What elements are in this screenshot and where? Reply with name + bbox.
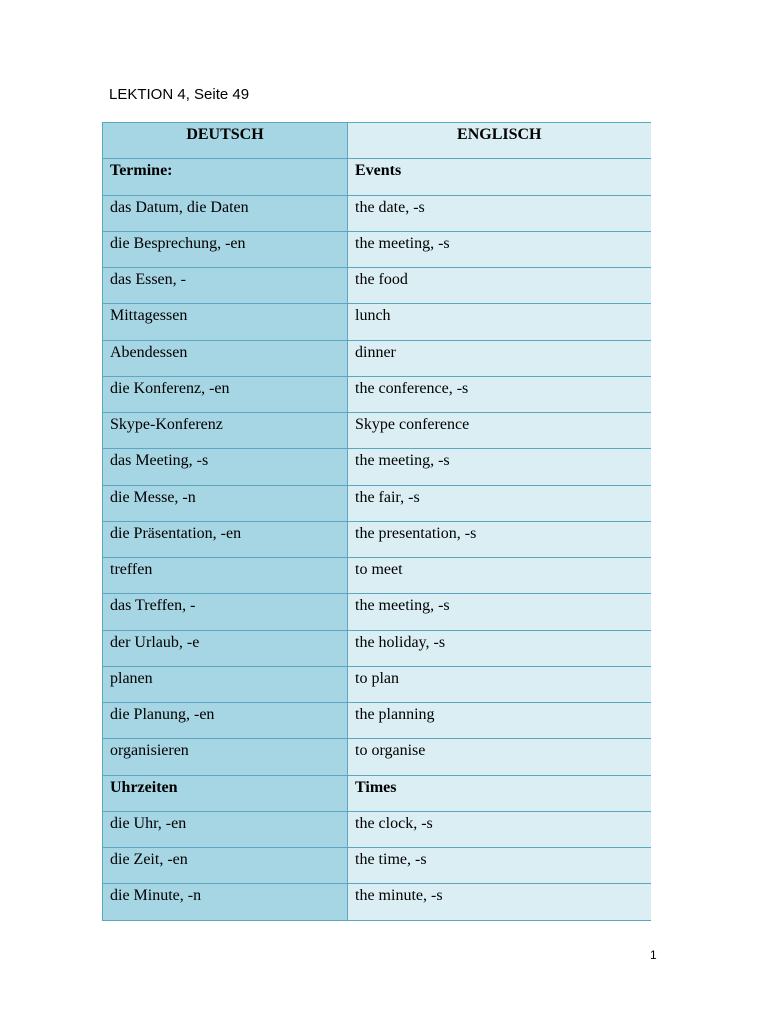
english-term-cell: the conference, -s: [348, 376, 651, 412]
german-term-cell: Skype-Konferenz: [103, 413, 348, 449]
english-term-cell: the time, -s: [348, 848, 651, 884]
table-row: [103, 558, 651, 594]
table-row: [103, 703, 651, 739]
german-term-cell: die Zeit, -en: [103, 848, 348, 884]
german-term-cell: die Planung, -en: [103, 703, 348, 739]
english-term-cell: the presentation, -s: [348, 521, 651, 557]
table-row: [103, 340, 651, 376]
english-term-cell: Times: [348, 775, 651, 811]
table-row: [103, 630, 651, 666]
english-term-cell: to organise: [348, 739, 651, 775]
table-row: [103, 884, 651, 920]
table-row: [103, 594, 651, 630]
german-term-cell: Abendessen: [103, 340, 348, 376]
table-row: [103, 413, 651, 449]
header-englisch: ENGLISCH: [348, 123, 651, 159]
table-row: [103, 231, 651, 267]
german-term-cell: organisieren: [103, 739, 348, 775]
table-row: [103, 775, 651, 811]
english-term-cell: to plan: [348, 666, 651, 702]
page-heading: LEKTION 4, Seite 49: [109, 86, 250, 103]
english-term-cell: the food: [348, 268, 651, 304]
english-term-cell: the meeting, -s: [348, 449, 651, 485]
german-term-cell: das Datum, die Daten: [103, 195, 348, 231]
german-term-cell: das Essen, -: [103, 268, 348, 304]
english-term-cell: Skype conference: [348, 413, 651, 449]
german-term-cell: die Minute, -n: [103, 884, 348, 920]
english-term-cell: the minute, -s: [348, 884, 651, 920]
english-term-cell: the clock, -s: [348, 811, 651, 847]
table-row: [103, 739, 651, 775]
table-row: [103, 521, 651, 557]
english-term-cell: to meet: [348, 558, 651, 594]
german-term-cell: planen: [103, 666, 348, 702]
table-row: [103, 811, 651, 847]
english-term-cell: the meeting, -s: [348, 594, 651, 630]
english-term-cell: the date, -s: [348, 195, 651, 231]
english-term-cell: Events: [348, 159, 651, 195]
english-term-cell: the meeting, -s: [348, 231, 651, 267]
table-row: [103, 195, 651, 231]
german-term-cell: Uhrzeiten: [103, 775, 348, 811]
table-body: [103, 159, 651, 920]
german-term-cell: der Urlaub, -e: [103, 630, 348, 666]
german-term-cell: die Präsentation, -en: [103, 521, 348, 557]
table-row: [103, 159, 651, 195]
table-row: [103, 304, 651, 340]
table-row: [103, 485, 651, 521]
english-term-cell: the planning: [348, 703, 651, 739]
english-term-cell: the fair, -s: [348, 485, 651, 521]
german-term-cell: treffen: [103, 558, 348, 594]
german-term-cell: die Uhr, -en: [103, 811, 348, 847]
table-row: [103, 666, 651, 702]
table-row: [103, 268, 651, 304]
page-number: 1: [650, 948, 657, 962]
german-term-cell: Termine:: [103, 159, 348, 195]
german-term-cell: das Meeting, -s: [103, 449, 348, 485]
german-term-cell: Mittagessen: [103, 304, 348, 340]
german-term-cell: die Besprechung, -en: [103, 231, 348, 267]
german-term-cell: das Treffen, -: [103, 594, 348, 630]
table-row: [103, 376, 651, 412]
english-term-cell: dinner: [348, 340, 651, 376]
english-term-cell: the holiday, -s: [348, 630, 651, 666]
table-header-row: [103, 123, 651, 159]
english-term-cell: lunch: [348, 304, 651, 340]
header-deutsch: DEUTSCH: [103, 123, 348, 159]
german-term-cell: die Messe, -n: [103, 485, 348, 521]
german-term-cell: die Konferenz, -en: [103, 376, 348, 412]
table-row: [103, 449, 651, 485]
table-row: [103, 848, 651, 884]
vocabulary-table: [102, 122, 651, 921]
